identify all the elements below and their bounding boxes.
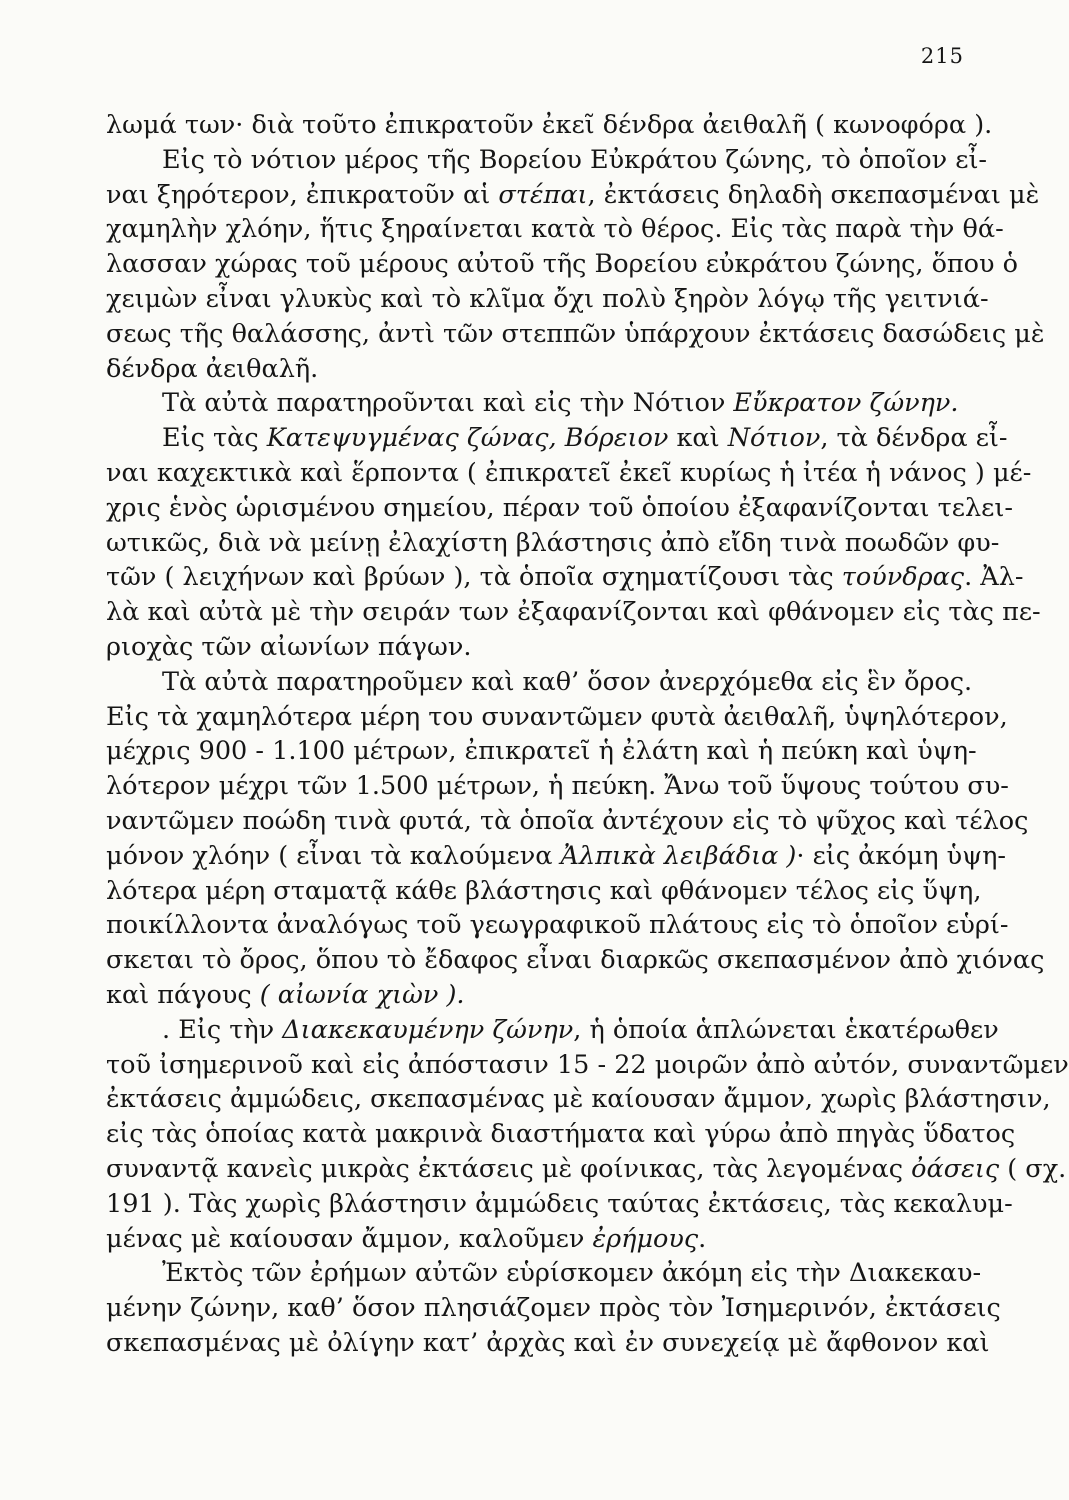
italic-text: Νότιον <box>727 423 821 454</box>
italic-text: ( αἰωνία χιὼν ). <box>259 979 465 1010</box>
text-line <box>106 804 1029 839</box>
paragraph <box>106 108 993 143</box>
text-line <box>106 943 1045 978</box>
text-segment: 191 ). Τὰς χωρὶς βλάστησιν ἀμμώδεις ταύτας ἐκτάσεις, τὰς κεκαλυμ- <box>106 1188 1013 1219</box>
text-segment: μόνον χλόην ( εἶναι τὰ καλούμενα <box>106 840 561 871</box>
italic-text: τούνδρας <box>841 562 965 593</box>
text-line <box>106 1048 1069 1083</box>
text-line <box>106 769 1009 804</box>
text-segment: Τὰ αὐτὰ παρατηροῦμεν καὶ καθ’ ὅσον ἀνερχόμεθα εἰς ἓν ὄρος. <box>162 666 973 697</box>
text-line <box>106 421 1008 456</box>
italic-text: στέπαι <box>498 179 588 210</box>
text-segment: , τὰ δένδρα εἶ- <box>820 423 1008 454</box>
paragraph <box>106 143 1045 387</box>
text-segment: ωτικῶς, διὰ νὰ μείνῃ ἐλαχίστη βλάστησις ἀπὸ εἴδη τινὰ ποωδῶν φυ- <box>106 527 1000 558</box>
text-line <box>106 282 989 317</box>
text-line <box>106 1013 999 1048</box>
text-line <box>106 1326 990 1361</box>
text-segment: Εἰς τὰ χαμηλότερα μέρη του συναντῶμεν φυτὰ ἀειθαλῆ, ὑψηλότερον, <box>106 701 1008 732</box>
text-segment: καὶ <box>668 423 728 454</box>
text-line <box>106 143 988 178</box>
text-segment: μένας μὲ καίουσαν ἄμμον, καλοῦμεν <box>106 1223 593 1254</box>
text-segment: σεως τῆς θαλάσσης, ἀντὶ τῶν στεππῶν ὑπάρχουν ἐκτάσεις δασώδεις μὲ <box>106 318 1045 349</box>
text-line <box>106 212 1004 247</box>
italic-text: Ἀλπικὰ λειβάδια ) <box>560 840 797 871</box>
text-segment: Εἰς τὰς <box>162 423 267 454</box>
text-segment: ναντῶμεν ποώδη τινὰ φυτά, τὰ ὁποῖα ἀντέχουν εἰς τὸ ψῦχος καὶ τέλος <box>106 805 1029 836</box>
text-line <box>106 1082 1051 1117</box>
text-segment: καὶ πάγους <box>106 979 260 1010</box>
text-line <box>106 317 1045 352</box>
text-segment: Τὰ αὐτὰ παρατηροῦνται καὶ εἰς τὴν Νότιον <box>162 388 734 419</box>
text-line <box>106 1291 1001 1326</box>
text-segment: λότερον μέχρι τῶν 1.500 μέτρων, ἡ πεύκη. Ἄνω τοῦ ὕψους τούτου συ- <box>106 771 1009 802</box>
text-line <box>106 630 950 665</box>
text-segment: σκεται τὸ ὄρος, ὅπου τὸ ἔδαφος εἶναι διαρκῶς σκεπασμένον ἀπὸ χιόνας <box>106 945 1045 976</box>
paragraph <box>106 386 959 421</box>
text-line <box>106 108 993 143</box>
text-line <box>106 978 950 1013</box>
text-segment: χειμὼν εἶναι γλυκὺς καὶ τὸ κλῖμα ὄχι πολὺ ξηρὸν λόγῳ τῆς γειτνιά- <box>106 283 989 314</box>
italic-text: ἐρήμους <box>592 1223 699 1254</box>
text-line <box>106 526 1000 561</box>
text-segment: . <box>698 1223 707 1254</box>
text-segment: · εἰς ἀκόμη ὑψη- <box>796 840 1007 871</box>
text-segment: λασσαν χώρας τοῦ μέρους αὐτοῦ τῆς Βορείου εὐκράτου ζώνης, ὅπου ὁ <box>106 249 1018 280</box>
text-segment: λωμά των· διὰ τοῦτο ἐπικρατοῦν ἐκεῖ δένδρα ἀειθαλῆ ( κωνοφόρα ). <box>106 110 993 140</box>
text-line <box>106 1117 1016 1152</box>
italic-text: Διακεκαυμένην ζώνην <box>282 1014 574 1045</box>
page-number: 215 <box>920 44 964 68</box>
text-segment: ποικίλλοντα ἀναλόγως τοῦ γεωγραφικοῦ πλάτους εἰς τὸ ὁποῖον εὑρί- <box>106 910 1009 941</box>
italic-text: Κατεψυγμένας ζώνας, Βόρειον <box>266 423 669 454</box>
text-line <box>106 1152 1067 1187</box>
text-line <box>106 839 1007 874</box>
text-segment: μένην ζώνην, καθ’ ὅσον πλησιάζομεν πρὸς τὸν Ἰσημερινόν, ἐκτάσεις <box>106 1293 1001 1324</box>
text-line <box>106 908 1009 943</box>
text-line <box>106 1222 950 1257</box>
body-text <box>106 108 1069 1361</box>
text-segment: τῶν ( λειχήνων καὶ βρύων ), τὰ ὁποῖα σχηματίζουσι τὰς <box>106 562 842 593</box>
paragraph <box>106 421 1041 665</box>
text-line <box>106 1256 982 1291</box>
text-line <box>106 700 1008 735</box>
text-segment: δένδρα ἀειθαλῆ. <box>106 353 319 384</box>
text-segment: . Ἀλ- <box>964 562 1024 593</box>
text-segment: Ἐκτὸς τῶν ἐρήμων αὐτῶν εὑρίσκομεν ἀκόμη εἰς τὴν Διακεκαυ- <box>162 1258 982 1289</box>
text-segment: , ἡ ὁποία ἁπλώνεται ἑκατέρωθεν <box>573 1014 999 1045</box>
text-line <box>106 560 1024 595</box>
text-line <box>106 874 982 909</box>
text-segment: ἐκτάσεις ἀμμώδεις, σκεπασμένας μὲ καίουσαν ἄμμον, χωρὶς βλάστησιν, <box>106 1084 1051 1115</box>
text-segment: ναι ξηρότερον, ἐπικρατοῦν αἱ <box>106 179 499 210</box>
text-segment: εἰς τὰς ὁποίας κατὰ μακρινὰ διαστήματα καὶ γύρω ἀπὸ πηγὰς ὕδατος <box>106 1119 1016 1150</box>
text-segment: σκεπασμένας μὲ ὀλίγην κατ’ ἀρχὰς καὶ ἐν συνεχείᾳ μὲ ἄφθονον καὶ <box>106 1327 990 1358</box>
text-segment: λότερα μέρη σταματᾷ κάθε βλάστησις καὶ φθάνομεν τέλος εἰς ὕψη, <box>106 875 982 906</box>
text-segment: ( σχ. <box>999 1153 1067 1184</box>
text-segment: χρις ἑνὸς ὡρισμένου σημείου, πέραν τοῦ ὁποίου ἐξαφανίζονται τελει- <box>106 492 1013 523</box>
text-line <box>106 1187 1013 1222</box>
text-line <box>106 352 950 387</box>
text-segment: μέχρις 900 - 1.100 μέτρων, ἐπικρατεῖ ἡ ἐλάτη καὶ ἡ πεύκη καὶ ὑψη- <box>106 736 977 767</box>
text-segment: . Εἰς τὴν <box>162 1014 283 1045</box>
text-line <box>106 491 1013 526</box>
text-segment: Εἰς τὸ νότιον μέρος τῆς Βορείου Εὐκράτου ζώνης, τὸ ὁποῖον εἶ- <box>162 144 988 175</box>
italic-text: ὀάσεις <box>911 1153 1000 1184</box>
text-segment: , ἐκτάσεις δηλαδὴ σκεπασμέναι μὲ <box>587 179 1040 210</box>
text-segment: ναι καχεκτικὰ καὶ ἕρποντα ( ἐπικρατεῖ ἐκεῖ κυρίως ἡ ἰτέα ἡ νάνος ) μέ- <box>106 457 1032 488</box>
text-line <box>106 178 1040 213</box>
italic-text: Εὔκρατον ζώνην. <box>733 388 959 419</box>
text-line <box>106 595 1041 630</box>
paragraph <box>106 1013 1069 1257</box>
text-segment: τοῦ ἰσημερινοῦ καὶ εἰς ἀπόστασιν 15 - 22 μοιρῶν ἀπὸ αὐτόν, συναντῶμεν <box>106 1049 1069 1080</box>
text-line <box>106 456 1032 491</box>
text-segment: λὰ καὶ αὐτὰ μὲ τὴν σειράν των ἐξαφανίζονται καὶ φθάνομεν εἰς τὰς πε- <box>106 597 1041 628</box>
text-line <box>106 665 973 700</box>
text-line <box>106 247 1018 282</box>
text-line <box>106 386 959 421</box>
paragraph <box>106 665 1045 1013</box>
text-line <box>106 734 977 769</box>
paragraph <box>106 1256 1001 1360</box>
text-segment: χαμηλὴν χλόην, ἥτις ξηραίνεται κατὰ τὸ θέρος. Εἰς τὰς παρὰ τὴν θά- <box>106 214 1004 245</box>
text-segment: συναντᾷ κανεὶς μικρὰς ἐκτάσεις μὲ φοίνικας, τὰς λεγομένας <box>106 1153 912 1184</box>
text-segment: ριοχὰς τῶν αἰωνίων πάγων. <box>106 631 472 662</box>
